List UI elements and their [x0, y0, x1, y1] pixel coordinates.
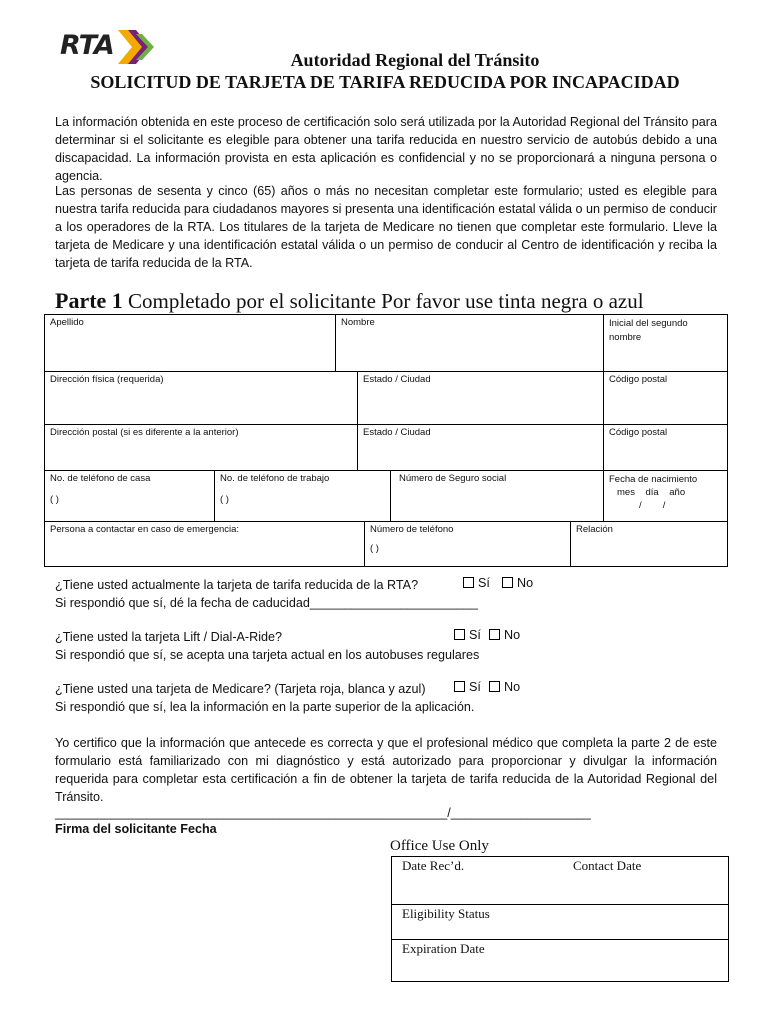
- office-use-title: Office Use Only: [390, 838, 489, 854]
- seguro-social-field[interactable]: Número de Seguro social: [390, 470, 604, 522]
- direccion-postal-field[interactable]: Dirección postal (si es diferente a la anterior): [44, 424, 358, 471]
- q3-yes-checkbox[interactable]: Sí: [454, 680, 481, 694]
- q3-no-checkbox[interactable]: No: [489, 680, 520, 694]
- q2-no-checkbox[interactable]: No: [489, 628, 520, 642]
- part1-subtitle: Completado por el solicitante Por favor use tinta negra o azul: [128, 289, 644, 313]
- apellido-field[interactable]: Apellido: [44, 314, 336, 372]
- part1-heading: [55, 288, 644, 314]
- tel-casa-field[interactable]: No. de teléfono de casa ( ): [44, 470, 215, 522]
- num-telefono-field[interactable]: Número de teléfono ( ): [364, 521, 571, 567]
- expiration-date-field[interactable]: Expiration Date: [391, 939, 729, 982]
- relacion-field[interactable]: Relación: [570, 521, 728, 567]
- fecha-nacimiento-field[interactable]: Fecha de nacimiento mes día año / /: [603, 470, 728, 522]
- question-1-sub: Si respondió que sí, dé la fecha de caducidad________________________: [55, 596, 478, 610]
- q1-yes-checkbox[interactable]: Sí: [463, 576, 490, 590]
- direccion-fisica-field[interactable]: Dirección física (requerida): [44, 371, 358, 425]
- question-2-sub: Si respondió que sí, se acepta una tarjeta actual en los autobuses regulares: [55, 648, 480, 662]
- form-title: SOLICITUD DE TARJETA DE TARIFA REDUCIDA POR INCAPACIDAD: [90, 72, 680, 92]
- date-received-field[interactable]: Date Rec’d. Contact Date: [391, 856, 729, 905]
- emergencia-field[interactable]: Persona a contactar en caso de emergencia:: [44, 521, 365, 567]
- q2-yes-checkbox[interactable]: Sí: [454, 628, 481, 642]
- codigo-postal-field-2[interactable]: Código postal: [603, 424, 728, 471]
- logo-text: RTA: [60, 30, 114, 61]
- inicial-field[interactable]: Inicial del segundo nombre: [603, 314, 728, 372]
- question-3-sub: Si respondió que sí, lea la información en la parte superior de la aplicación.: [55, 700, 475, 714]
- certification-text: Yo certifico que la información que antecede es correcta y que el profesional médico que completa la parte 2 de este formulario está familiarizado con mi diagnóstico y está autorizado para proporcionar y divulgar la información requerida para completar esta certificación a fin de obtener la tarjeta de tarifa reducida de la Autoridad Regional del Tránsito.: [55, 736, 717, 804]
- eligibility-status-field[interactable]: Eligibility Status: [391, 904, 729, 940]
- q1-no-checkbox[interactable]: No: [502, 576, 533, 590]
- agency-title: Autoridad Regional del Tránsito: [290, 50, 540, 70]
- intro-paragraph-1: La información obtenida en este proceso de certificación solo será utilizada por la Autoridad Regional del Tránsito para determinar si el solicitante es elegible para obtener una tarifa reducida en nuestro servicio de autobús debido a una discapacidad. La información provista en esta aplicación es confidencial y no se proporcionará a ninguna persona o agencia.: [55, 115, 717, 183]
- nombre-field[interactable]: Nombre: [335, 314, 604, 372]
- estado-ciudad-field-1[interactable]: Estado / Ciudad: [357, 371, 604, 425]
- contact-date-label: Contact Date: [573, 858, 642, 873]
- signature-label: Firma del solicitante Fecha: [55, 822, 217, 836]
- part1-label: Parte 1: [55, 288, 123, 313]
- question-3: ¿Tiene usted una tarjeta de Medicare? (Tarjeta roja, blanca y azul): [55, 682, 426, 696]
- codigo-postal-field-1[interactable]: Código postal: [603, 371, 728, 425]
- tel-trabajo-field[interactable]: No. de teléfono de trabajo ( ): [214, 470, 391, 522]
- estado-ciudad-field-2[interactable]: Estado / Ciudad: [357, 424, 604, 471]
- signature-line[interactable]: ________________________________________________________/____________________: [55, 806, 591, 820]
- question-2: ¿Tiene usted la tarjeta Lift / Dial-A-Ride?: [55, 630, 283, 644]
- question-1: ¿Tiene usted actualmente la tarjeta de tarifa reducida de la RTA?: [55, 578, 419, 592]
- intro-paragraph-2: Las personas de sesenta y cinco (65) años o más no necesitan completar este formulario; usted es elegible para nuestra tarifa reducida para ciudadanos mayores si presenta una identificación estatal válida o un permiso de conducir a los operadores de la RTA. Los titulares de la tarjeta de Medicare no tienen que completar este formulario. Lleve la tarjeta de Medicare y una identificación estatal válida o un permiso de conducir al Centro de identificación y reciba la tarjeta de tarifa reducida de la RTA.: [55, 184, 717, 270]
